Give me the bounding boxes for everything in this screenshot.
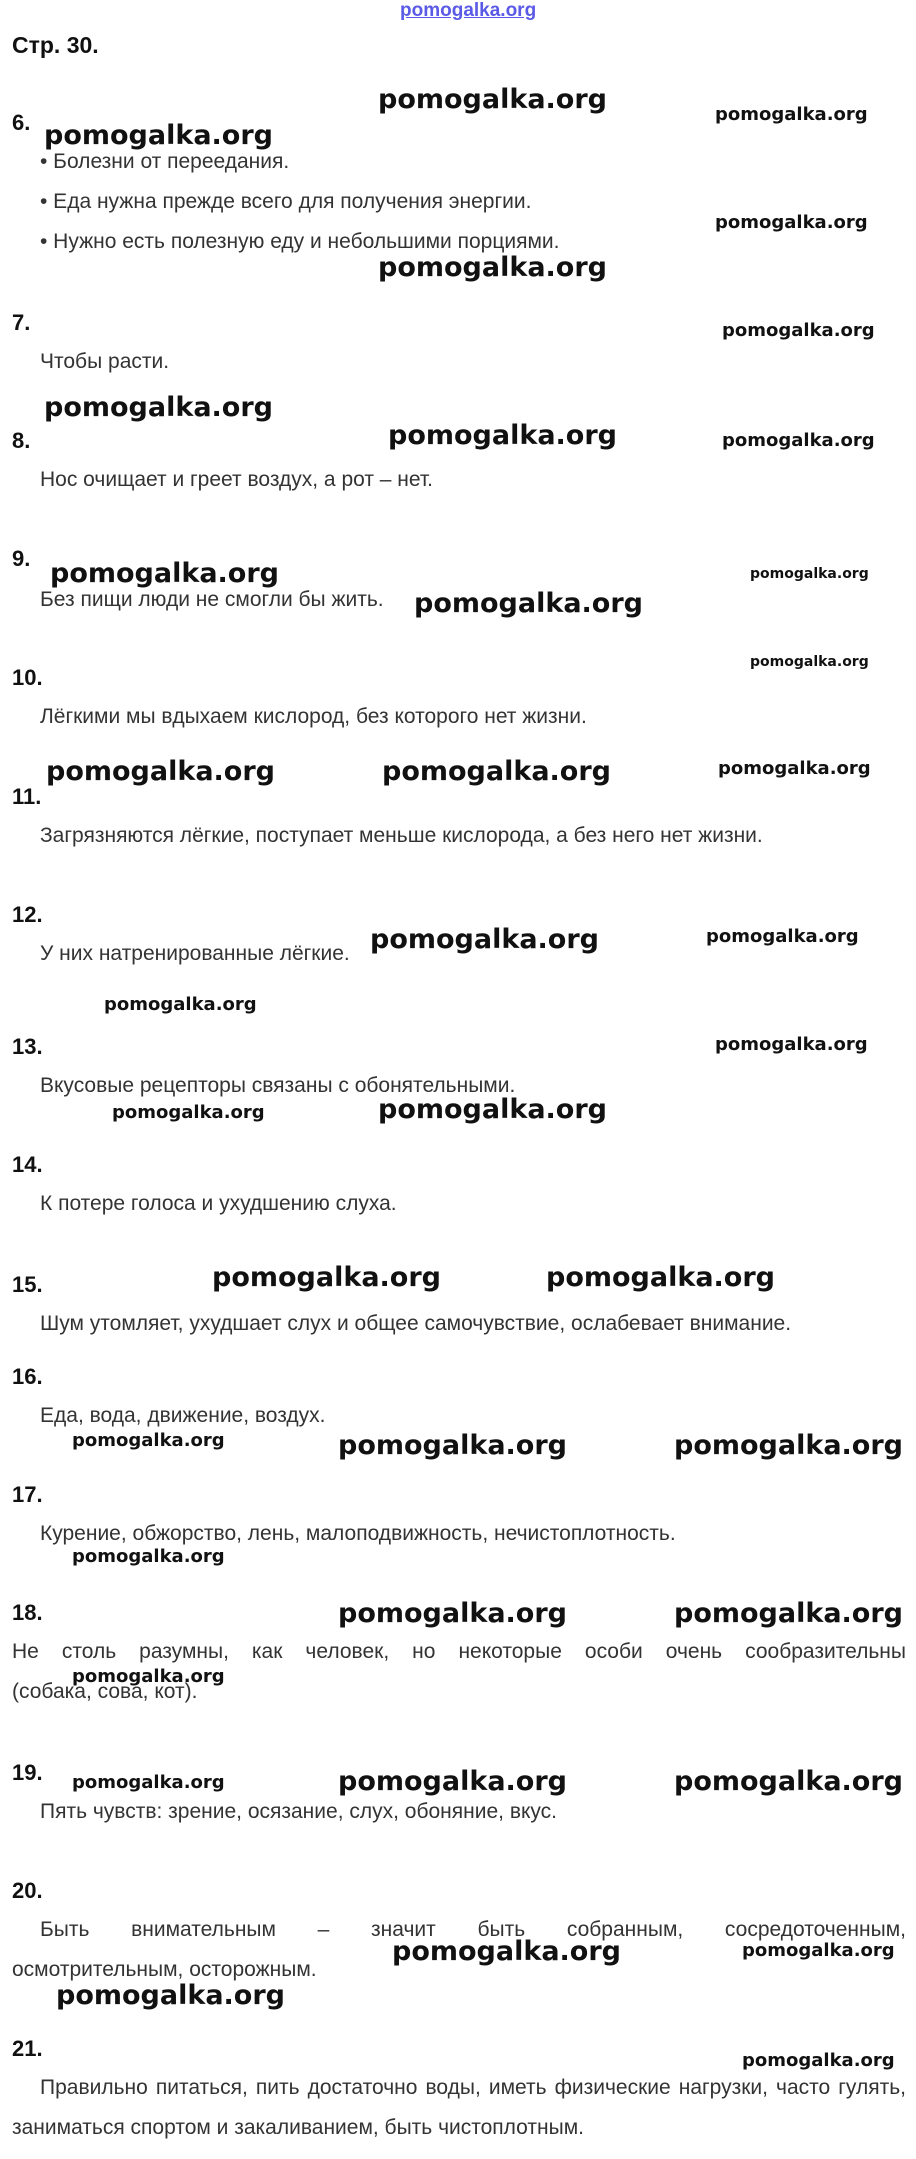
watermark: pomogalka.org [750, 654, 869, 670]
answer-16: Еда, вода, движение, воздух. [40, 1404, 326, 1427]
watermark: pomogalka.org [44, 392, 273, 423]
watermark: pomogalka.org [378, 84, 607, 115]
answer-8: Нос очищает и греет воздух, а рот – нет. [40, 468, 434, 491]
watermark: pomogalka.org [382, 756, 611, 787]
answer-18-line-1: Не столь разумны, как человек, но некоторые особи очень сообразительны [12, 1640, 906, 1663]
answer-15: Шум утомляет, ухудшает слух и общее самочувствие, ослабевает внимание. [40, 1312, 792, 1335]
question-number-6: 6. [12, 110, 31, 135]
watermark: pomogalka.org [674, 1430, 903, 1461]
question-number-10: 10. [12, 665, 43, 690]
question-number-13: 13. [12, 1034, 43, 1059]
watermark: pomogalka.org [338, 1598, 567, 1629]
watermark: pomogalka.org [722, 320, 875, 341]
watermark: pomogalka.org [674, 1598, 903, 1629]
watermark: pomogalka.org [72, 1772, 225, 1793]
answer-9: Без пищи люди не смогли бы жить. [40, 588, 384, 611]
watermark: pomogalka.org [72, 1666, 225, 1687]
watermark: pomogalka.org [742, 1940, 895, 1961]
watermark: pomogalka.org [715, 1034, 868, 1055]
answer-20-line-1: Быть внимательным – значит быть собранным, сосредоточенным, [40, 1918, 906, 1941]
question-number-11: 11. [12, 784, 42, 809]
watermark: pomogalka.org [72, 1430, 225, 1451]
watermark: pomogalka.org [722, 430, 875, 451]
question-number-12: 12. [12, 902, 43, 927]
watermark: pomogalka.org [50, 558, 279, 589]
watermark: pomogalka.org [338, 1766, 567, 1797]
watermark: pomogalka.org [56, 1980, 285, 2011]
answer-17: Курение, обжорство, лень, малоподвижность, нечистоплотность. [40, 1522, 676, 1545]
answer-6-point-3: • Нужно есть полезную еду и небольшими порциями. [40, 230, 560, 253]
watermark: pomogalka.org [750, 566, 869, 582]
question-number-14: 14. [12, 1152, 43, 1177]
question-number-19: 19. [12, 1760, 43, 1785]
watermark: pomogalka.org [370, 924, 599, 955]
watermark: pomogalka.org [414, 588, 643, 619]
answer-11: Загрязняются лёгкие, поступает меньше кислорода, а без него нет жизни. [40, 824, 763, 847]
question-number-16: 16. [12, 1364, 43, 1389]
watermark: pomogalka.org [715, 212, 868, 233]
question-number-21: 21. [12, 2036, 43, 2061]
watermark: pomogalka.org [706, 926, 859, 947]
watermark: pomogalka.org [546, 1262, 775, 1293]
watermark: pomogalka.org [674, 1766, 903, 1797]
answer-10: Лёгкими мы вдыхаем кислород, без которого нет жизни. [40, 705, 587, 728]
watermark: pomogalka.org [718, 758, 871, 779]
question-number-18: 18. [12, 1600, 43, 1625]
watermark: pomogalka.org [338, 1430, 567, 1461]
watermark: pomogalka.org [44, 120, 273, 151]
answer-21: Правильно питаться, пить достаточно воды, иметь физические нагрузки, часто гулять, заниматься спортом и закаливанием, быть чистоплотным. [12, 2076, 906, 2139]
answer-19: Пять чувств: зрение, осязание, слух, обоняние, вкус. [40, 1800, 557, 1823]
watermark: pomogalka.org [112, 1102, 265, 1123]
question-number-7: 7. [12, 310, 31, 335]
answer-13: Вкусовые рецепторы связаны с обонятельными. [40, 1074, 516, 1097]
question-number-20: 20. [12, 1878, 43, 1903]
question-number-9: 9. [12, 546, 31, 571]
watermark: pomogalka.org [378, 1094, 607, 1125]
page-title: Стр. 30. [12, 32, 99, 58]
answer-7: Чтобы расти. [40, 350, 170, 373]
site-link[interactable]: pomogalka.org [400, 0, 537, 21]
watermark: pomogalka.org [392, 1936, 621, 1967]
answer-12: У них натренированные лёгкие. [40, 942, 350, 965]
watermark: pomogalka.org [212, 1262, 441, 1293]
watermark: pomogalka.org [46, 756, 275, 787]
watermark: pomogalka.org [72, 1546, 225, 1567]
answer-6-point-2: • Еда нужна прежде всего для получения энергии. [40, 190, 532, 213]
watermark: pomogalka.org [715, 104, 868, 125]
answer-6-point-1: • Болезни от переедания. [40, 150, 290, 173]
watermark: pomogalka.org [378, 252, 607, 283]
question-number-15: 15. [12, 1272, 43, 1297]
answer-20-line-2: осмотрительным, осторожным. [12, 1958, 317, 1981]
question-number-17: 17. [12, 1482, 43, 1507]
answer-14: К потере голоса и ухудшению слуха. [40, 1192, 397, 1215]
question-number-8: 8. [12, 428, 31, 453]
watermark: pomogalka.org [742, 2050, 895, 2071]
answer-18-line-2: (собака, сова, кот). [12, 1680, 198, 1703]
watermark: pomogalka.org [388, 420, 617, 451]
watermark: pomogalka.org [104, 994, 257, 1015]
